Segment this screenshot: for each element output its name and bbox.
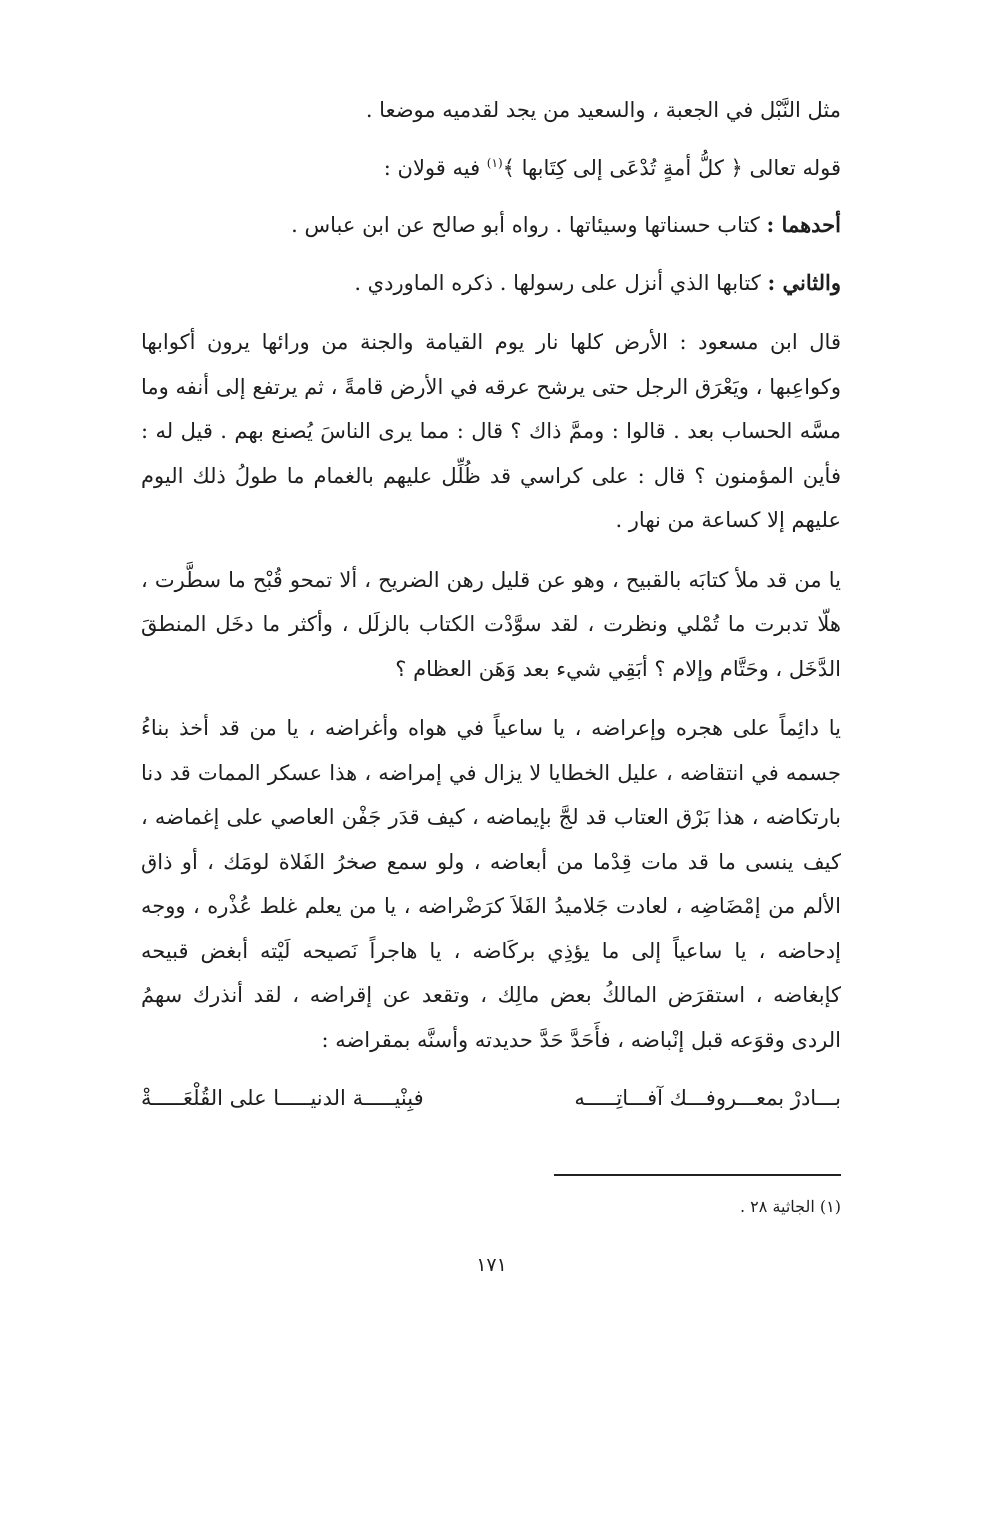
- verse-second-hemistich: فبِنْيـــــة الدنيـــــا على القُلْعَـــــةْ: [141, 1086, 424, 1110]
- footnote-divider: [554, 1174, 841, 1176]
- paragraph-admonition: يا من قد ملأ كتابَه بالقبيح ، وهو عن قليل رهن الضريح ، ألا تمحو قُبْح ما سطَّرت ، هلّا تدبرت ما تُمْلي ونظرت ، لقد سوَّدْت الكتاب بالزلَل ، وأكثر ما دخَل المنطقَ الدَّخَل ، وحَتَّام وإلام ؟ أبَقِي شيء بعد وَهَن العظام ؟: [141, 567, 841, 681]
- paragraph-quran-verse: [141, 146, 841, 191]
- poetry-verse: [141, 1076, 841, 1121]
- page-number: ١٧١: [476, 1254, 507, 1276]
- first-opinion-text: كتاب حسناتها وسيئاتها . رواه أبو صالح عن ابن عباس .: [291, 213, 767, 237]
- footnote-ref: (١): [486, 155, 503, 170]
- paragraph-first-opinion: [141, 203, 841, 248]
- second-opinion-text: كتابها الذي أنزل على رسولها . ذكره الماوردي .: [354, 270, 768, 295]
- paragraph-opening: مثل النَّبْل في الجعبة ، والسعيد من يجد لقدميه موضعا .: [365, 98, 841, 122]
- verse-tail: فيه قولان :: [383, 155, 487, 180]
- paragraph-second-opinion: [141, 261, 841, 306]
- footnote: (١) الجاثية ٢٨ .: [740, 1197, 841, 1216]
- verse-first-hemistich: بـــادرْ بمعـــروفـــك آفـــاتِـــــه: [574, 1086, 841, 1110]
- verse-quote: قوله تعالى ﴿ كلُّ أمةٍ تُدْعَى إلى كِتَابها ﴾: [502, 155, 841, 180]
- paragraph-ibn-masud: قال ابن مسعود : الأرض كلها نار يوم القيامة والجنة من ورائها يرون أكوابها وكواعِبها ، ويَعْرَق الرجل حتى يرشح عرقه في الأرض قامةً ، ثم يرتفع إلى أنفه وما مسَّه الحساب بعد . قالوا : وممَّ ذاك ؟ قال : مما يرى الناسَ يُصنع بهم . قيل له : فأين المؤمنون ؟ قال : على كراسي قد ظُلِّل عليهم بالغمام ما طولُ ذلك اليوم عليهم إلا كساعة من نهار .: [141, 330, 841, 532]
- paragraph-exhortation: يا دائِماً على هجره وإعراضه ، يا ساعياً في هواه وأغراضه ، يا من قد أخذ بناءُ جسمه في انتقاضه ، عليل الخطايا لا يزال في إمراضه ، هذا عسكر الممات قد دنا بارتكاضه ، هذا بَرْق العتاب قد لجَّ بإيماضه ، كيف قدَر جَفْن العاصي على إغماضه ، كيف ينسى ما قد مات قِدْما من أبعاضه ، ولو سمع صخرُ الفَلاة لومَك ، أو ذاق الألم من إمْضَاضِه ، لعادت جَلاميدُ الفَلاَ كرَضْراضه ، يا من يعلم غلط عُذْره ، ووجه إدحاضه ، يا ساعياً إلى ما يؤذِي بركَاضه ، يا هاجراً نَصيحه لَيْته أبغض قبيحه كإبغاضه ، استقرَض المالكُ بعض مالِك ، وتقعد عن إقراضه ، لقد أنذرك سهمُ الردى وقوَعه قبل إنْباضه ، فأَحَدَّ حَدَّ حديدته وأسنَّه بمقراضه :: [141, 716, 841, 1052]
- second-opinion-label: والثاني :: [767, 269, 841, 295]
- page-body: [141, 88, 841, 1121]
- first-opinion-label: أحدهما :: [766, 212, 841, 237]
